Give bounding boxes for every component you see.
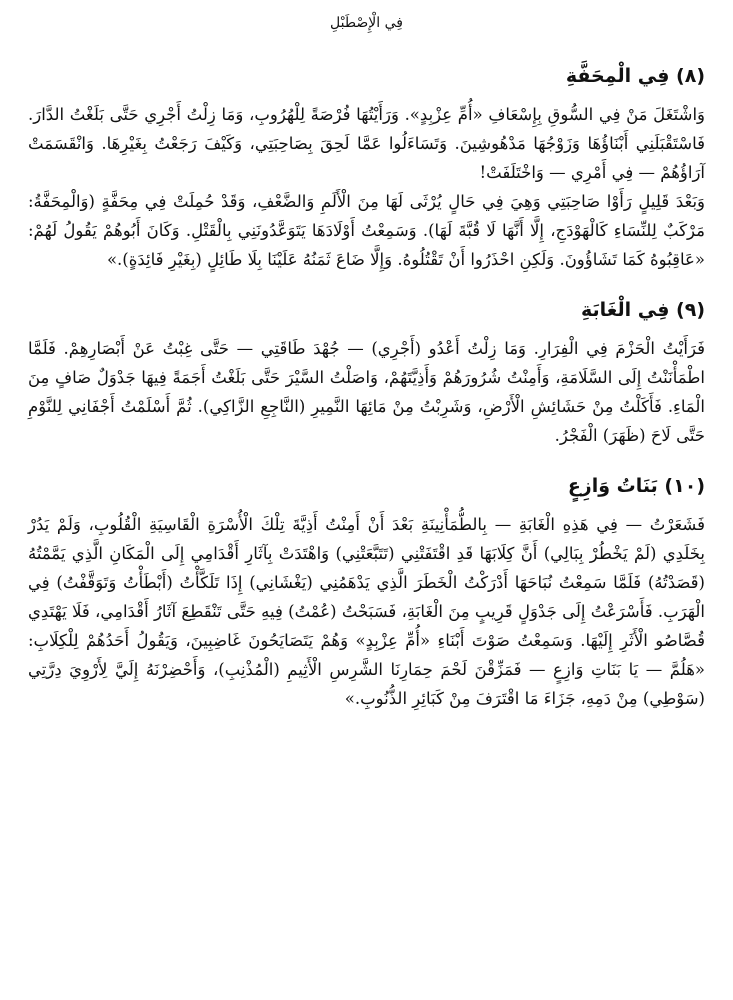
running-header: فِي الْإِصْطَبْلِ	[330, 15, 403, 31]
paragraph: وَاشْتَغَلَ مَنْ فِي السُّوقِ بِإِسْعَافِ «أُمِّ عِزْبِدٍ». وَرَأَيْتُهَا فُرْصَةً لِلْهُرُوبِ، وَمَا زِلْتُ أَجْرِي حَتَّى بَلَغْتُ الدَّارَ. فَاسْتَقْبَلَنِي أَبْنَاؤُهَا وَزَوْجُهَا مَدْهُوشِينَ. وَتَسَاءَلُوا عَمَّا لَحِقَ بِصَاحِبَتِي، وَكَيْفَ رَجَعْتُ بِغَيْرِهَا. وَانْقَسَمَتْ آرَاؤُهُمْ — فِي أَمْرِي — وَاخْتَلَفَتْ!	[28, 105, 705, 182]
section-10	[28, 472, 705, 713]
section-title: (٩) فِي الْغَابَةِ	[580, 299, 705, 321]
section-8	[28, 62, 705, 274]
section-title: (١٠) بَنَاتُ وَازِعٍ	[567, 475, 705, 497]
section-title: (٨) فِي الْمِحَفَّةِ	[565, 65, 705, 87]
paragraph: فَشَعَرْتُ — فِي هَذِهِ الْغَابَةِ — بِالطُّمَأْنِينَةِ بَعْدَ أَنْ أَمِنْتُ أَذِيَّةَ تِلْكَ الْأُسْرَةِ الْقَاسِيَةِ الْقُلُوبِ، وَلَمْ يَدُرْ بِخَلَدِي (لَمْ يَخْطُرْ بِبَالِي) أَنَّ كِلَابَهَا قَدِ اقْتَفَتْنِي (تَتَبَّعَتْنِي) وَاهْتَدَتْ بِآثَارِ أَقْدَامِي إِلَى الْمَكَانِ الَّذِي يَمَّمْتُهُ (قَصَدْتُهُ) فَلَمَّا سَمِعْتُ نُبَاحَهَا أَدْرَكْتُ الْخَطَرَ الَّذِي يَدْهَمُنِي (يَغْشَانِي) إِذَا تَلَكَّأْتُ (أَبْطَأْتُ وَتَوَقَّفْتُ) فِي الْهَرَبِ. فَأَسْرَعْتُ إِلَى جَدْوَلٍ قَرِيبٍ مِنَ الْغَابَةِ، فَسَبَحْتُ (عُمْتُ) فِيهِ حَتَّى تَنْقَطِعَ آثَارُ أَقْدَامِي، فَلَا يَهْتَدِي قُصَّاصُو الْأَثَرِ إِلَيْهَا. وَسَمِعْتُ صَوْتَ أَبْنَاءِ «أُمِّ عِزْبِدٍ» وَهُمْ يَتَصَايَحُونَ غَاضِبِينَ، وَيَقُولُ أَحَدُهُمْ لِلْكِلَابِ: «هَلُمَّ — يَا بَنَاتِ وَازِعٍ — فَمَزِّقْنَ لَحْمَ حِمَارِنَا الشَّرِسِ الْأَثِيمِ (الْمُذْنِبِ)، وَأَحْضِرْنَهُ إِلَيَّ لِأَرْوِيَ دِرَّتِي (سَوْطِي) مِنْ دَمِهِ، جَزَاءَ مَا اقْتَرَفَ مِنْ كَبَائِرِ الذُّنُوبِ.»	[28, 515, 705, 708]
paragraph: فَرَأَيْتُ الْحَزْمَ فِي الْفِرَارِ. وَمَا زِلْتُ أَعْدُو (أَجْرِي) — جُهْدَ طَاقَتِي — حَتَّى غِبْتُ عَنْ أَبْصَارِهِمْ. فَلَمَّا اطْمَأْنَنْتُ إِلَى السَّلَامَةِ، وَأَمِنْتُ شُرُورَهُمْ وَأَذِيَّتَهُمْ، وَاصَلْتُ السَّيْرَ حَتَّى بَلَغْتُ أَجَمَةً فِيهَا جَدْوَلٌ صَافٍ مِنَ الْمَاءِ. فَأَكَلْتُ مِنْ حَشَائِشِ الْأَرْضِ، وَشَرِبْتُ مِنْ مَائِهَا النَّمِيرِ (النَّاجِعِ الزَّاكِي). ثُمَّ أَسْلَمْتُ أَجْفَانِي لِلنَّوْمِ حَتَّى لَاحَ (ظَهَرَ) الْفَجْرُ.	[28, 339, 705, 445]
section-9	[28, 296, 705, 450]
paragraph: وَبَعْدَ قَلِيلٍ رَأَوْا صَاحِبَتِي وَهِيَ فِي حَالٍ يُرْثَى لَهَا مِنَ الْأَلَمِ وَالضَّعْفِ، وَقَدْ حُمِلَتْ فِي مِحَفَّةٍ (وَالْمِحَفَّةُ: مَرْكَبٌ لِلنِّسَاءِ كَالْهَوْدَجِ، إِلَّا أَنَّهَا لَا قُبَّةَ لَهَا). وَسَمِعْتُ أَوْلَادَهَا يَتَوَعَّدُونَنِي بِالْقَتْلِ. وَكَانَ أَبُوهُمْ يَقُولُ لَهُمْ: «عَاقِبُوهُ كَمَا تَشَاؤُونَ. وَلَكِنِ احْذَرُوا أَنْ تَقْتُلُوهُ. وَإِلَّا ضَاعَ ثَمَنُهُ عَلَيْنَا بِلَا طَائِلٍ (بِغَيْرِ فَائِدَةٍ).»	[28, 192, 705, 269]
